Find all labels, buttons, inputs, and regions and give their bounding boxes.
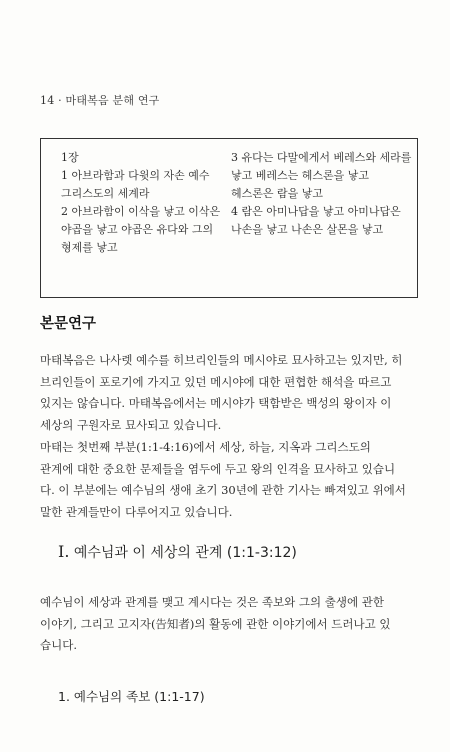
subsection-heading: [58, 542, 297, 562]
paragraph-line: 세상의 구원자로 묘사되고 있습니다.: [40, 417, 222, 432]
scripture-line: 야곱을 낳고 야곱은 유다와 그의: [61, 223, 214, 236]
paragraph-line: 이야기, 그리고 고지자(告知者)의 활동에 관한 이야기에서 드러나고 있: [40, 616, 391, 631]
subsubsection-heading: 1. 예수님의 족보 (1:1-17): [58, 689, 205, 704]
paragraph-line: 예수님이 세상과 관계를 맺고 계시다는 것은 족보와 그의 출생에 관한: [40, 595, 384, 609]
scripture-column-right: [231, 149, 411, 239]
scripture-line: 1장: [61, 151, 79, 164]
scripture-line: 형제를 낳고: [61, 241, 118, 254]
scripture-line: 2 아브라함이 이삭을 낳고 이삭은: [61, 205, 221, 218]
scripture-line: 1 아브라함과 다윗의 자손 예수: [61, 169, 210, 182]
subsection-title: 예수님과 이 세상의 관계 (1:1-3:12): [73, 545, 297, 561]
paragraph-line: 마태는 첫번째 부분(1:1-4:16)에서 세상, 하늘, 지옥과 그리스도의: [40, 440, 371, 454]
paragraph-line: 관계에 대한 중요한 문제들을 염두에 두고 왕의 인격을 묘사하고 있습니: [40, 461, 396, 476]
section-title: 본문연구: [40, 316, 97, 332]
paragraph-relation: [40, 592, 420, 657]
paragraph-line: 말한 관계들만이 다루어지고 있습니다.: [40, 504, 233, 519]
scripture-line: 나손을 낳고 나손은 살몬을 낳고: [231, 223, 384, 236]
scripture-line: 3 유다는 다말에게서 베레스와 세라를: [231, 151, 412, 164]
subsection-number: Ⅰ.: [58, 542, 70, 561]
scripture-line: 낳고 베레스는 헤스론을 낳고: [231, 169, 370, 182]
paragraph-part-one: [40, 437, 420, 523]
paragraph-line: 마태복음은 나사렛 예수를 히브리인들의 메시야로 묘사하고는 있지만, 히: [40, 353, 403, 367]
scripture-column-left: [61, 149, 231, 257]
paragraph-line: 습니다.: [40, 638, 77, 652]
scripture-line: 헤스론은 람을 낳고: [231, 187, 324, 200]
paragraph-line: 있지는 않습니다. 마태복음에서는 메시야가 택함받은 백성의 왕이자 이: [40, 396, 392, 410]
paragraph-line: 다. 이 부분에는 예수님의 생애 초기 30년에 관한 기사는 빠져있고 위에서: [40, 483, 406, 497]
scripture-line: 4 람은 아미나답을 낳고 아미나답은: [231, 205, 401, 218]
scripture-box: [40, 138, 418, 298]
paragraph-intro: [40, 350, 420, 436]
paragraph-line: 브리인들이 포로기에 가지고 있던 메시야에 대한 편협한 해석을 따르고: [40, 374, 392, 389]
page-header: 14 · 마태복음 분해 연구: [40, 94, 160, 107]
scripture-line: 그리스도의 세계라: [61, 187, 150, 200]
